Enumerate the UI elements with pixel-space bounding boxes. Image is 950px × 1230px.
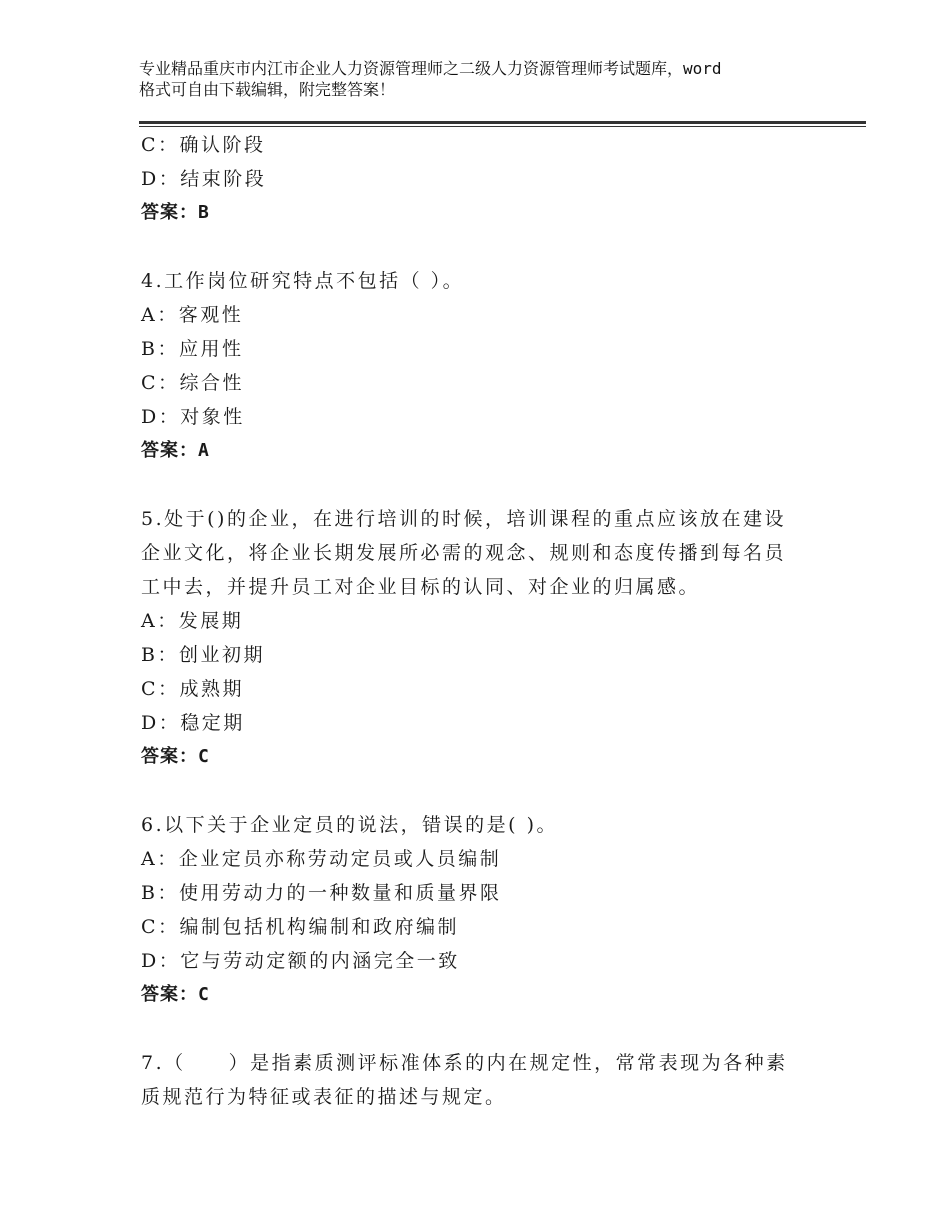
header-title-line-2: 格式可自由下载编辑，附完整答案！ — [139, 80, 396, 99]
option-d: D：结束阶段 — [141, 168, 267, 190]
answer-label: 答案：C — [141, 746, 210, 767]
question-stem: 4.工作岗位研究特点不包括（ ）。 — [141, 270, 465, 292]
option-c: C：综合性 — [141, 372, 245, 394]
option-a: A：客观性 — [141, 304, 244, 326]
document-header — [139, 58, 839, 100]
option-b: B：应用性 — [141, 338, 244, 360]
option-d: D：稳定期 — [141, 712, 245, 734]
question-stem-line: 7.（ ）是指素质测评标准体系的内在规定性，常常表现为各种素 — [141, 1052, 788, 1074]
answer-label: 答案：A — [141, 440, 210, 461]
spacer — [141, 468, 821, 502]
spacer — [141, 774, 821, 808]
option-c: C：编制包括机构编制和政府编制 — [141, 916, 460, 938]
option-b: B：创业初期 — [141, 644, 265, 666]
option-c: C：确认阶段 — [141, 134, 266, 156]
spacer — [141, 230, 821, 264]
header-title-line-1: 专业精品重庆市内江市企业人力资源管理师之二级人力资源管理师考试题库，word — [139, 59, 722, 78]
question-stem-line: 企业文化，将企业长期发展所必需的观念、规则和态度传播到每名员 — [141, 542, 787, 564]
option-a: A：发展期 — [141, 610, 244, 632]
option-b: B：使用劳动力的一种数量和质量界限 — [141, 882, 502, 904]
question-stem-line: 5.处于()的企业，在进行培训的时候，培训课程的重点应该放在建设 — [141, 508, 786, 530]
question-list — [141, 128, 821, 1114]
question-stem-line: 质规范行为特征或表征的描述与规定。 — [141, 1086, 507, 1108]
option-a: A：企业定员亦称劳动定员或人员编制 — [141, 848, 502, 870]
option-d: D：它与劳动定额的内涵完全一致 — [141, 950, 460, 972]
question-stem-line: 工中去，并提升员工对企业目标的认同、对企业的归属感。 — [141, 576, 701, 598]
answer-label: 答案：B — [141, 202, 210, 223]
question-4 — [141, 264, 821, 468]
question-6 — [141, 808, 821, 1012]
option-c: C：成熟期 — [141, 678, 245, 700]
question-stem — [141, 1046, 806, 1114]
question-5 — [141, 502, 821, 774]
spacer — [141, 1012, 821, 1046]
answer-label: 答案：C — [141, 984, 210, 1005]
question-3 — [141, 128, 821, 230]
header-rule-thick — [139, 121, 866, 124]
option-d: D：对象性 — [141, 406, 245, 428]
question-7 — [141, 1046, 821, 1114]
question-stem — [141, 502, 806, 604]
header-rule-thin — [139, 126, 866, 127]
question-stem: 6.以下关于企业定员的说法，错误的是( )。 — [141, 814, 558, 836]
